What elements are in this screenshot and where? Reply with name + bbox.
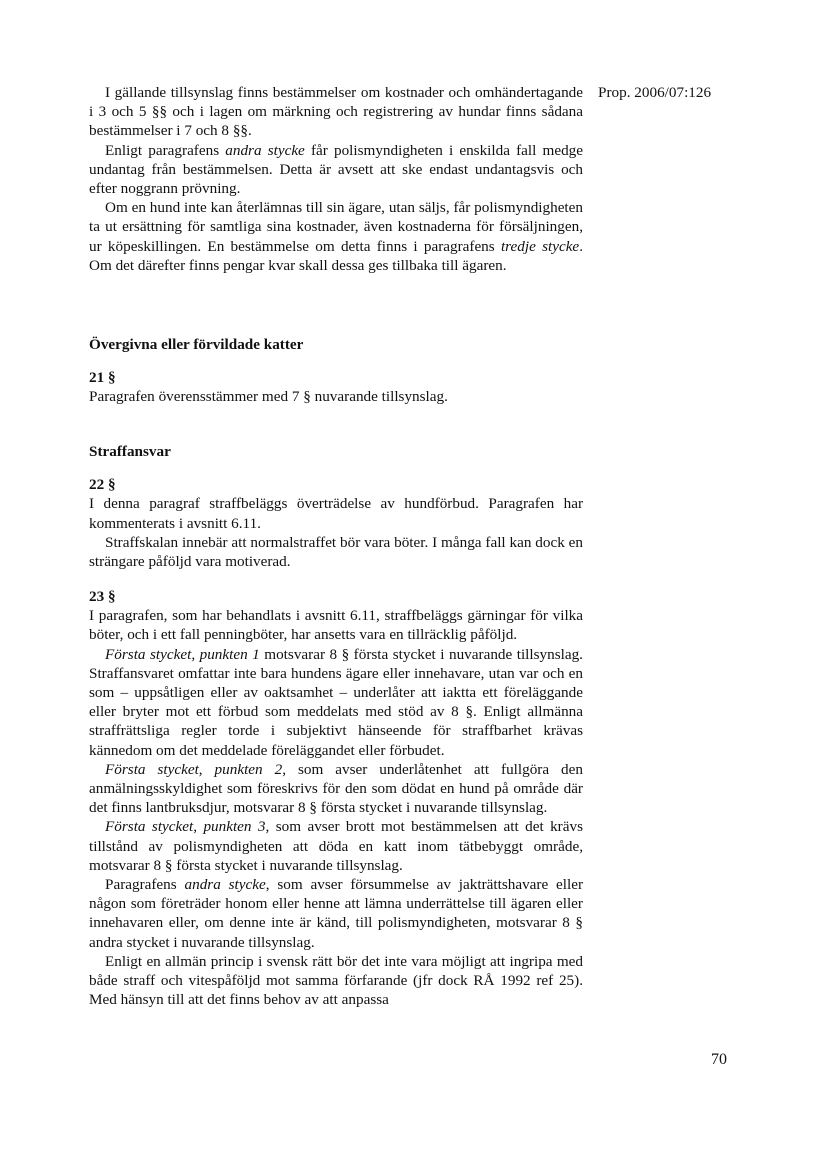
section-heading-straffansvar: Straffansvar (89, 443, 171, 460)
page-number: 70 (711, 1051, 727, 1068)
intro-paragraph-1: I gällande tillsynslag finns bestämmelser om kostnader och omhändertagande i 3 och 5 §§ och i lagen om märkning och registrering av hundar finns sådana bestämmelser i 7 och 8 §§. (89, 84, 583, 140)
s23-paragraph-2: Första stycket, punkten 1 motsvarar 8 § första stycket i nuvarande tillsynslag. Straffansvaret omfattar inte bara hundens ägare eller innehavare, utan var och en som – uppsåtligen eller av oaktsamhet – underlåter att iakttа ett föreläggande eller bryter mot ett förbud som meddelats med stöd av 8 §. Enligt allmänna straffrättsliga regler torde i subjektivt hänseende för straffbarhet krävas kännedom om det meddelade föreläggandet eller förbudet. (89, 645, 583, 759)
paragraph-number-21: 21 § (89, 369, 116, 387)
intro-section (89, 83, 583, 275)
paragraph-number-22: 22 § (89, 476, 116, 494)
s23-paragraph-4: Första stycket, punkten 3, som avser brott mot bestämmelsen att det krävs tillstånd av polismyndigheten att döda en katt inom tätbebyggt område, motsvarar 8 § första stycket i nuvarande tillsynslag. (89, 818, 583, 874)
s23-paragraph-5: Paragrafens andra stycke, som avser försummelse av jakträttshavare eller någon som företräder honom eller henne att lämna underrättelse till ägaren eller innehavaren eller, om denne inte är känd, till polismyndigheten, motsvarar 8 § andra stycket i nuvarande tillsynslag. (89, 876, 584, 951)
straff-section (89, 442, 583, 571)
straff-paragraph-1: I denna paragraf straffbeläggs överträdelse av hundförbud. Paragrafen har kommenterats i avsnitt 6.11. (89, 495, 583, 532)
katter-section (89, 335, 583, 407)
margin-reference: Prop. 2006/07:126 (598, 84, 712, 101)
katter-text: Paragrafen överensstämmer med 7 § nuvarande tillsynslag. (89, 388, 448, 406)
s23-paragraph-3: Första stycket, punkten 2, som avser underlåtenhet att fullgöra den anmälningsskyldighet som föreskrivs för den som dödat en hund på område där det finns lantbruksdjur, motsvarar 8 § första stycket i nuvarande tillsynslag. (89, 760, 583, 817)
section-heading-katter: Övergivna eller förvildade katter (89, 336, 304, 353)
straff-paragraph-2: Straffskalan innebär att normalstraffet bör vara böter. I många fall kan dock en strängare påföljd vara motiverad. (89, 533, 583, 571)
intro-paragraph-3: Om en hund inte kan återlämnas till sin ägare, utan säljs, får polismyndigheten ta ut ersättning för samtliga sina kostnader, även kostnaderna för försäljningen, ur köpeskillingen. En bestämmelse om detta finns i paragrafens tredje stycke. Om det därefter finns pengar kvar skall dessa ges tillbaka till ägaren. (89, 199, 583, 274)
paragraph-number-23: 23 § (89, 588, 116, 605)
s23-paragraph-6: Enligt en allmän princip i svensk rätt bör det inte vara möjligt att ingripa med både straff och vitespåföljd mot samma förfarande (jfr dock RÅ 1992 ref 25). Med hänsyn till att det finns behov av att anpassa (89, 952, 583, 1009)
intro-paragraph-2: Enligt paragrafens andra stycke får polismyndigheten i enskilda fall medge undantag från bestämmelsen. Detta är avsett att ske endast undantagsvis och efter noggrann prövning. (89, 141, 583, 198)
s23-paragraph-1: I paragrafen, som har behandlats i avsnitt 6.11, straffbeläggs gärningar för vilka böter, och i ett fall penningböter, har ansetts vara en tillräcklig påföljd. (89, 607, 583, 644)
section-23 (89, 587, 583, 1009)
